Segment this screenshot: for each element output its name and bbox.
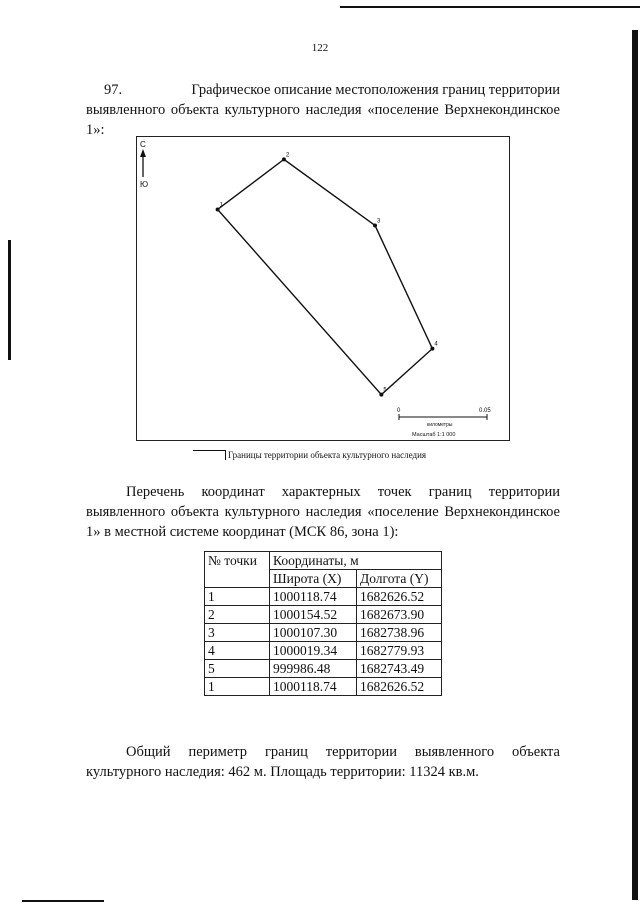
row-lat: 1000154.52 <box>270 606 357 624</box>
row-point: 2 <box>205 606 270 624</box>
boundary-polygon <box>218 159 433 394</box>
coords-intro-line1: Перечень координат характерных точек границ территории <box>126 484 560 500</box>
section-heading <box>86 80 560 140</box>
coords-intro-line2: выявленного объекта культурного наследия «поселение Верхнекондинское <box>86 504 560 520</box>
scale-end: 0.05 <box>479 408 491 414</box>
scan-right-bar <box>632 30 638 900</box>
row-lon: 1682626.52 <box>357 588 442 606</box>
boundary-map <box>136 136 510 441</box>
section-title-line3: 1»: <box>86 122 105 138</box>
table-row <box>205 606 442 624</box>
row-lon: 1682743.49 <box>357 660 442 678</box>
boundary-point-label: 1 <box>219 202 223 209</box>
scan-left-bar <box>8 240 11 360</box>
row-point: 1 <box>205 678 270 696</box>
scale-bar <box>397 408 491 438</box>
table-row <box>205 624 442 642</box>
table-header-row <box>205 552 442 570</box>
south-label: Ю <box>140 180 149 189</box>
row-lat: 1000118.74 <box>270 678 357 696</box>
boundary-point-label: 4 <box>434 341 438 348</box>
row-lon: 1682673.90 <box>357 606 442 624</box>
north-arrow-icon <box>140 140 148 189</box>
row-lat: 999986.48 <box>270 660 357 678</box>
row-point: 3 <box>205 624 270 642</box>
north-label: С <box>140 140 146 149</box>
boundary-points <box>216 152 439 396</box>
row-point: 5 <box>205 660 270 678</box>
table-row <box>205 642 442 660</box>
scale-text: Масштаб 1:1 000 <box>412 432 456 438</box>
scale-start: 0 <box>397 408 401 414</box>
section-title-line2: выявленного объекта культурного наследия «поселение Верхнекондинское <box>86 102 560 118</box>
summary-paragraph <box>86 742 560 782</box>
summary-line1: Общий периметр границ территории выявленного объекта <box>126 744 560 760</box>
header-lat: Широта (X) <box>270 570 357 588</box>
boundary-point-label: 3 <box>377 218 381 225</box>
row-lon: 1682738.96 <box>357 624 442 642</box>
row-lat: 1000118.74 <box>270 588 357 606</box>
coordinates-table <box>204 551 442 696</box>
section-number: 97. <box>104 82 123 98</box>
table-row <box>205 660 442 678</box>
boundary-map-svg <box>137 137 509 440</box>
header-coords: Координаты, м <box>270 552 442 570</box>
row-lat: 1000107.30 <box>270 624 357 642</box>
coords-intro <box>86 482 560 542</box>
header-lon: Долгота (Y) <box>357 570 442 588</box>
row-lat: 1000019.34 <box>270 642 357 660</box>
header-point: № точки <box>205 552 270 588</box>
boundary-point-label: 5 <box>383 387 387 394</box>
legend-text: Границы территории объекта культурного наследия <box>228 450 427 460</box>
table-row <box>205 588 442 606</box>
scan-bottom-bar <box>22 900 104 902</box>
row-lon: 1682779.93 <box>357 642 442 660</box>
row-point: 4 <box>205 642 270 660</box>
coords-intro-line3: 1» в местной системе координат (МСК 86, зона 1): <box>86 524 399 540</box>
boundary-point-label: 2 <box>285 152 290 159</box>
map-legend <box>193 450 426 460</box>
summary-line2: культурного наследия: 462 м. Площадь территории: 11324 кв.м. <box>86 764 479 780</box>
page-number: 122 <box>311 42 329 54</box>
section-title-line1: Графическое описание местоположения границ территории <box>191 82 560 98</box>
scan-top-bar <box>340 6 640 8</box>
table-row <box>205 678 442 696</box>
legend-line-icon <box>193 450 226 460</box>
row-point: 1 <box>205 588 270 606</box>
row-lon: 1682626.52 <box>357 678 442 696</box>
scale-unit: километры <box>427 422 453 428</box>
